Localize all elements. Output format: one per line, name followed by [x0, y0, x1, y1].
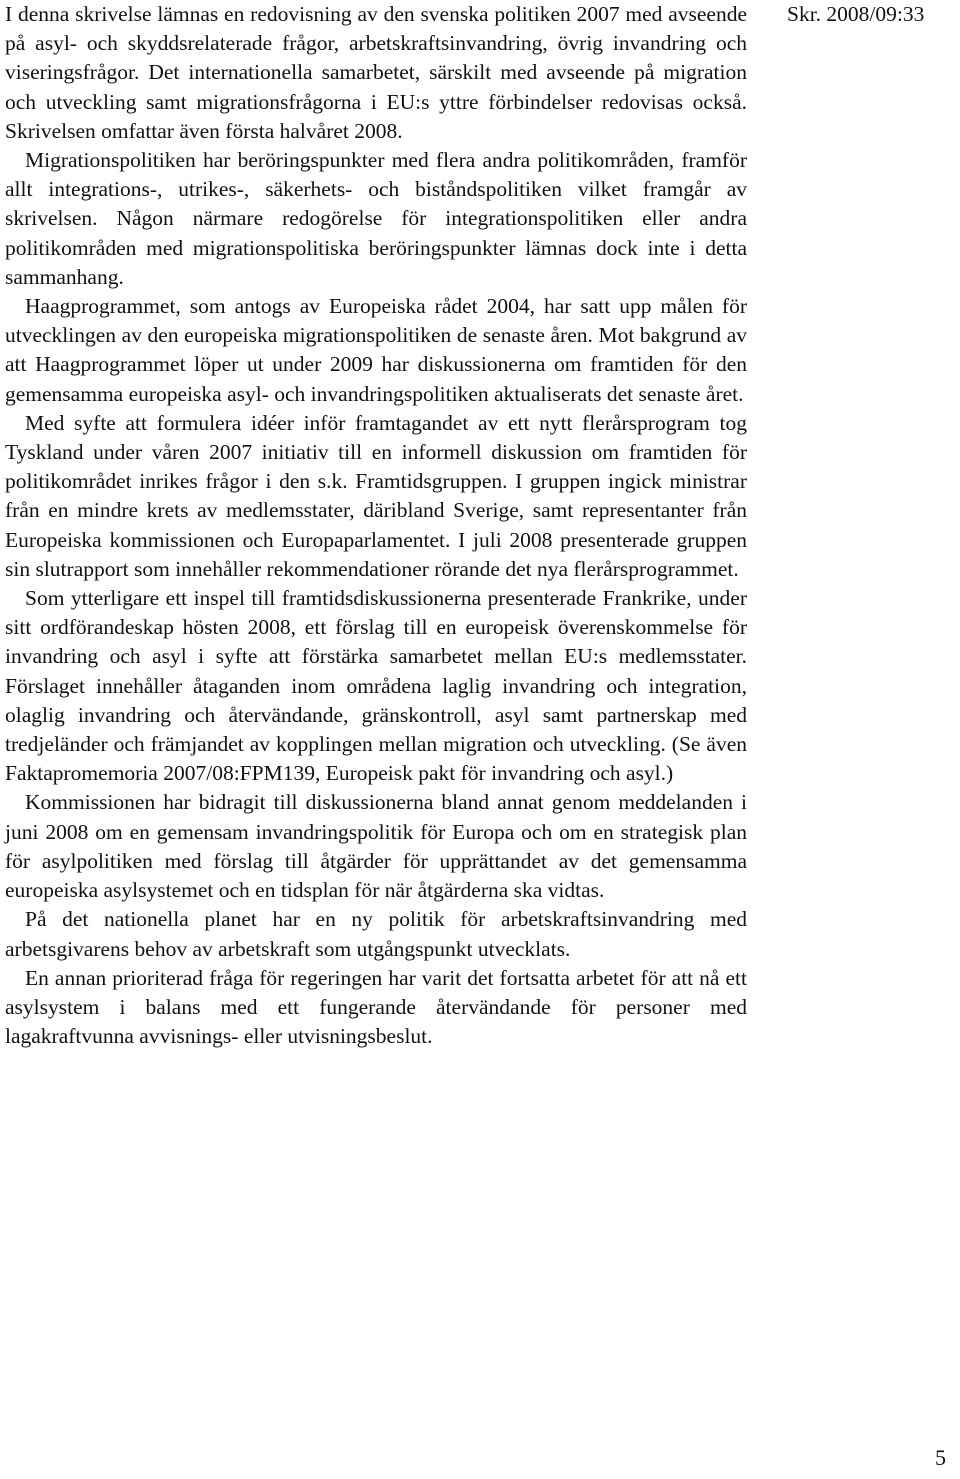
- paragraph-3: Haagprogrammet, som antogs av Europeiska rådet 2004, har satt upp målen för utvecklingen av den europeiska migrationspolitiken de senaste åren. Mot bakgrund av att Haagprogrammet löper ut under 2009 har diskussionerna om framtiden för den gemensamma europeiska asyl- och invandringspolitiken aktualiserats det senaste året.: [5, 294, 747, 406]
- paragraph-6: Kommissionen har bidragit till diskussionerna bland annat genom meddelanden i juni 2008 om en gemensam invandringspolitik för Europa och om en strategisk plan för asylpolitiken med förslag till åtgärder för upprättandet av det gemensamma europeiska asylsystemet och en tidsplan för när åtgärderna ska vidtas.: [5, 790, 747, 903]
- paragraph-5: Som ytterligare ett inspel till framtidsdiskussionerna presenterade Frankrike, under sitt ordförandeskap hösten 2008, ett förslag till en europeisk överenskommelse för invandring och asyl i syfte att förstärka samarbetet mellan EU:s medlemsstater. Förslaget innehåller åtaganden inom områdena laglig invandring och integration, olaglig invandring och återvändande, gränskontroll, asyl samt partnerskap med tredjeländer och främjandet av kopplingen mellan migration och utveckling. (Se även Faktapromemoria 2007/08:FPM139, Europeisk pakt för invandring och asyl.): [5, 586, 747, 786]
- paragraph-2: Migrationspolitiken har beröringspunkter med flera andra politikområden, framför allt integrations-, utrikes-, säkerhets- och biståndspolitiken vilket framgår av skrivelsen. Någon närmare redogörelse för integrationspolitiken eller andra politikområden med migrationspolitiska beröringspunkter lämnas dock inte i detta sammanhang.: [5, 148, 747, 289]
- paragraph-1: I denna skrivelse lämnas en redovisning av den svenska politiken 2007 med avseende på asyl- och skyddsrelaterade frågor, arbetskraftsinvandring, övrig invandring och viseringsfrågor. Det internationella samarbetet, särskilt med avseende på migration och utveckling samt migrationsfrågorna i EU:s yttre förbindelser redovisas också. Skrivelsen omfattar även första halvåret 2008.: [5, 2, 747, 143]
- paragraph-7: På det nationella planet har en ny politik för arbetskraftsinvandring med arbetsgivarens behov av arbetskraft som utgångspunkt utvecklats.: [5, 907, 747, 961]
- body-text: [5, 0, 747, 1051]
- paragraph-4: Med syfte att formulera idéer inför framtagandet av ett nytt flerårsprogram tog Tyskland under våren 2007 initiativ till en informell diskussion om framtiden för politikområdet inrikes frågor i den s.k. Framtidsgruppen. I gruppen ingick ministrar från en mindre krets av medlemsstater, däribland Sverige, samt representanter från Europeiska kommissionen och Europaparlamentet. I juli 2008 presenterade gruppen sin slutrapport som innehåller rekommendationer rörande det nya flerårsprogrammet.: [5, 410, 747, 581]
- paragraph-8: En annan prioriterad fråga för regeringen har varit det fortsatta arbetet för att nå ett asylsystem i balans med ett fungerande återvändande för personer med lagakraftvunna avvisnings- eller utvisningsbeslut.: [5, 965, 747, 1049]
- page-number: 5: [935, 1445, 946, 1470]
- document-reference: Skr. 2008/09:33: [787, 2, 925, 26]
